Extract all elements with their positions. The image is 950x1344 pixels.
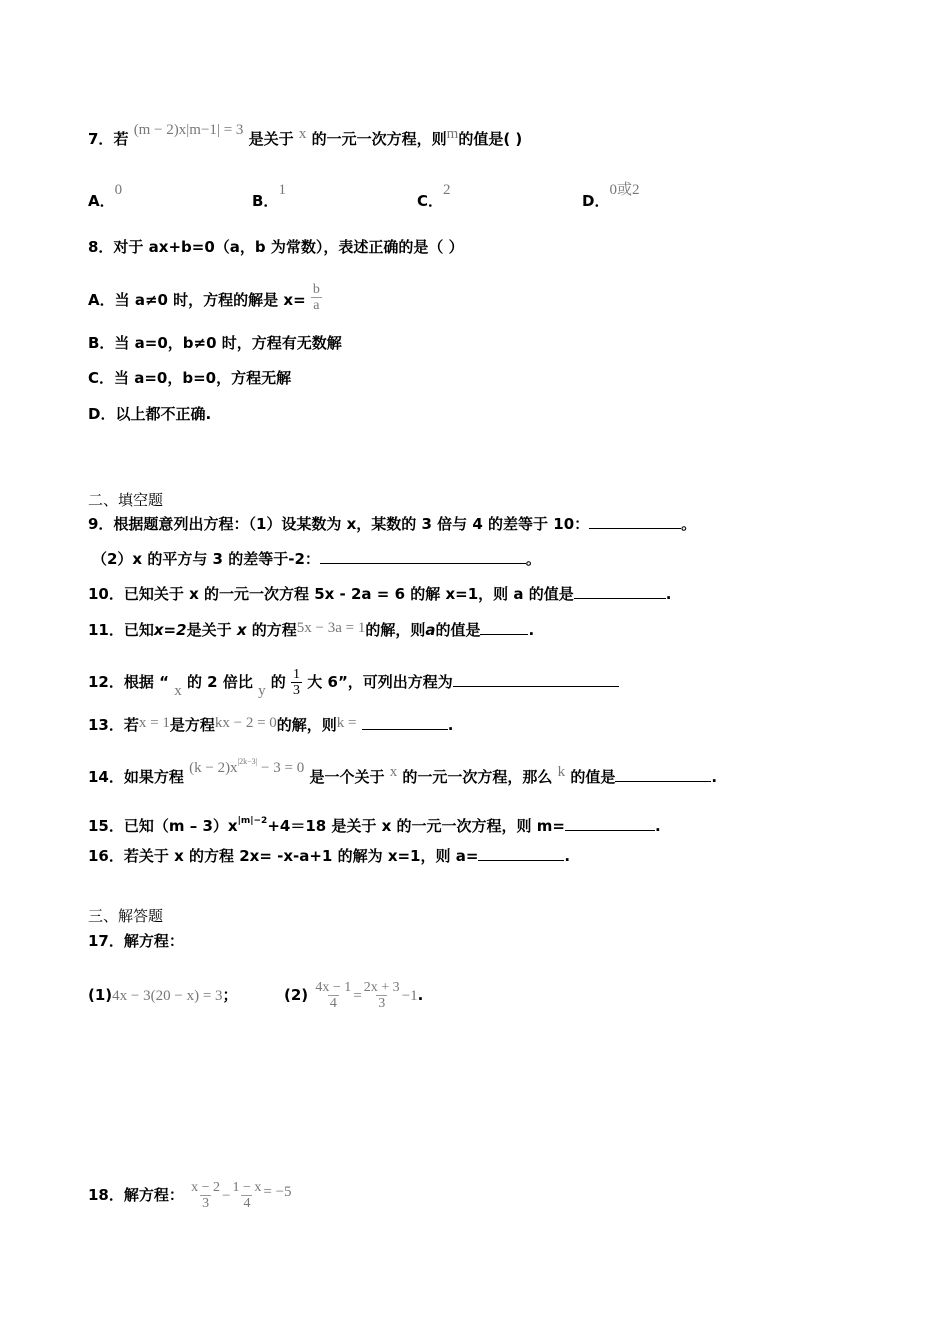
- q17-fraction-1: $\frac{4x - 1}{4}$: [315, 980, 352, 1011]
- answer-blank[interactable]: [589, 514, 681, 529]
- question-11: 11．已知x=2是关于 x 的方程5x − 3a = 1的解，则a的值是 .: [88, 620, 535, 639]
- question-16: 16．若关于 x 的方程 2x= -x-a+1 的解为 x=1，则 a= .: [88, 847, 571, 865]
- question-9-part-2: （2）x 的平方与 3 的差等于-2： 。: [92, 550, 541, 568]
- question-14: 14．如果方程 $(k - 2)x^{|2k-3|} - 3 = 0$ 是一个关于 x 的一元一次方程，那么 k 的值是 .: [88, 757, 718, 786]
- question-12: 12．根据 “ x 的 2 倍比 y 的 $\frac{1}{3}$ 大 6”，可列出方程为: [88, 667, 619, 698]
- q8-fraction: $\frac{b}{a}$: [312, 282, 320, 313]
- q18-fraction-1: $\frac{x - 2}{3}$: [191, 1180, 221, 1211]
- question-9-part-1: 9．根据题意列出方程：（1）设某数为 x，某数的 3 倍与 4 的差等于 10： 。: [88, 515, 697, 533]
- q17-equation-1: 4x − 3(20 − x) = 3: [112, 988, 223, 1004]
- q7-formula: (m − 2)x|m−1| = 3: [133, 122, 244, 138]
- answer-blank[interactable]: [478, 846, 564, 861]
- q17-fraction-2: $\frac{2x + 3}{3}$: [363, 980, 400, 1011]
- q11-formula: 5x − 3a = 1: [296, 620, 366, 636]
- question-7: 7．若 (m − 2)x|m−1| = 3 是关于 x 的一元一次方程，则m的值是( ): [88, 122, 523, 148]
- answer-blank[interactable]: [480, 620, 528, 635]
- q12-fraction: $\frac{1}{3}$: [293, 667, 301, 698]
- question-13: 13．若x = 1是方程kx − 2 = 0的解，则k = .: [88, 715, 454, 734]
- section-3-heading: 三、解答题: [88, 907, 164, 925]
- q8-option-b[interactable]: B．当 a=0，b≠0 时，方程有无数解: [88, 334, 342, 352]
- q8-option-c[interactable]: C．当 a=0，b=0，方程无解: [88, 369, 292, 387]
- answer-blank[interactable]: [453, 672, 619, 687]
- question-15: 15．已知$(m - 3)x^{|m|-2}+4=18$ 是关于 x 的一元一次方程，则 m= .: [88, 816, 661, 835]
- q7-option-a[interactable]: A．0: [88, 182, 123, 210]
- answer-blank[interactable]: [362, 715, 448, 730]
- answer-blank[interactable]: [565, 816, 655, 831]
- question-18: 18．解方程： $\frac{x - 2}{3}$ − $\frac{1 - x}{4}$ = −5: [88, 1180, 292, 1211]
- section-2-heading: 二、填空题: [88, 491, 164, 509]
- q7-option-c[interactable]: C．2: [417, 182, 451, 210]
- answer-blank[interactable]: [615, 767, 711, 782]
- q7-number: 7．: [88, 130, 114, 148]
- q8-option-a[interactable]: A．当 a≠0 时，方程的解是 x= $\frac{b}{a}$: [88, 282, 320, 313]
- question-17-equations: (1)4x − 3(20 − x) = 3； (2) $\frac{4x - 1}{4}$ = $\frac{2x + 3}{3}$ −1.: [88, 980, 424, 1011]
- question-17-title: 17．解方程：: [88, 932, 184, 950]
- q18-fraction-2: $\frac{1 - x}{4}$: [232, 1180, 262, 1211]
- q7-option-b[interactable]: B．1: [252, 182, 286, 210]
- question-10: 10．已知关于 x 的一元一次方程 5x - 2a = 6 的解 x=1，则 a 的值是 .: [88, 585, 672, 603]
- q8-option-d[interactable]: D．以上都不正确.: [88, 405, 212, 423]
- answer-blank[interactable]: [574, 584, 666, 599]
- q14-formula: $(k - 2)x^{|2k-3|} - 3 = 0$: [189, 757, 305, 776]
- question-8-stem: 8．对于 ax+b=0（a，b 为常数），表述正确的是（ ）: [88, 238, 464, 256]
- q7-option-d[interactable]: D．0或2: [582, 182, 640, 210]
- answer-blank[interactable]: [320, 549, 526, 564]
